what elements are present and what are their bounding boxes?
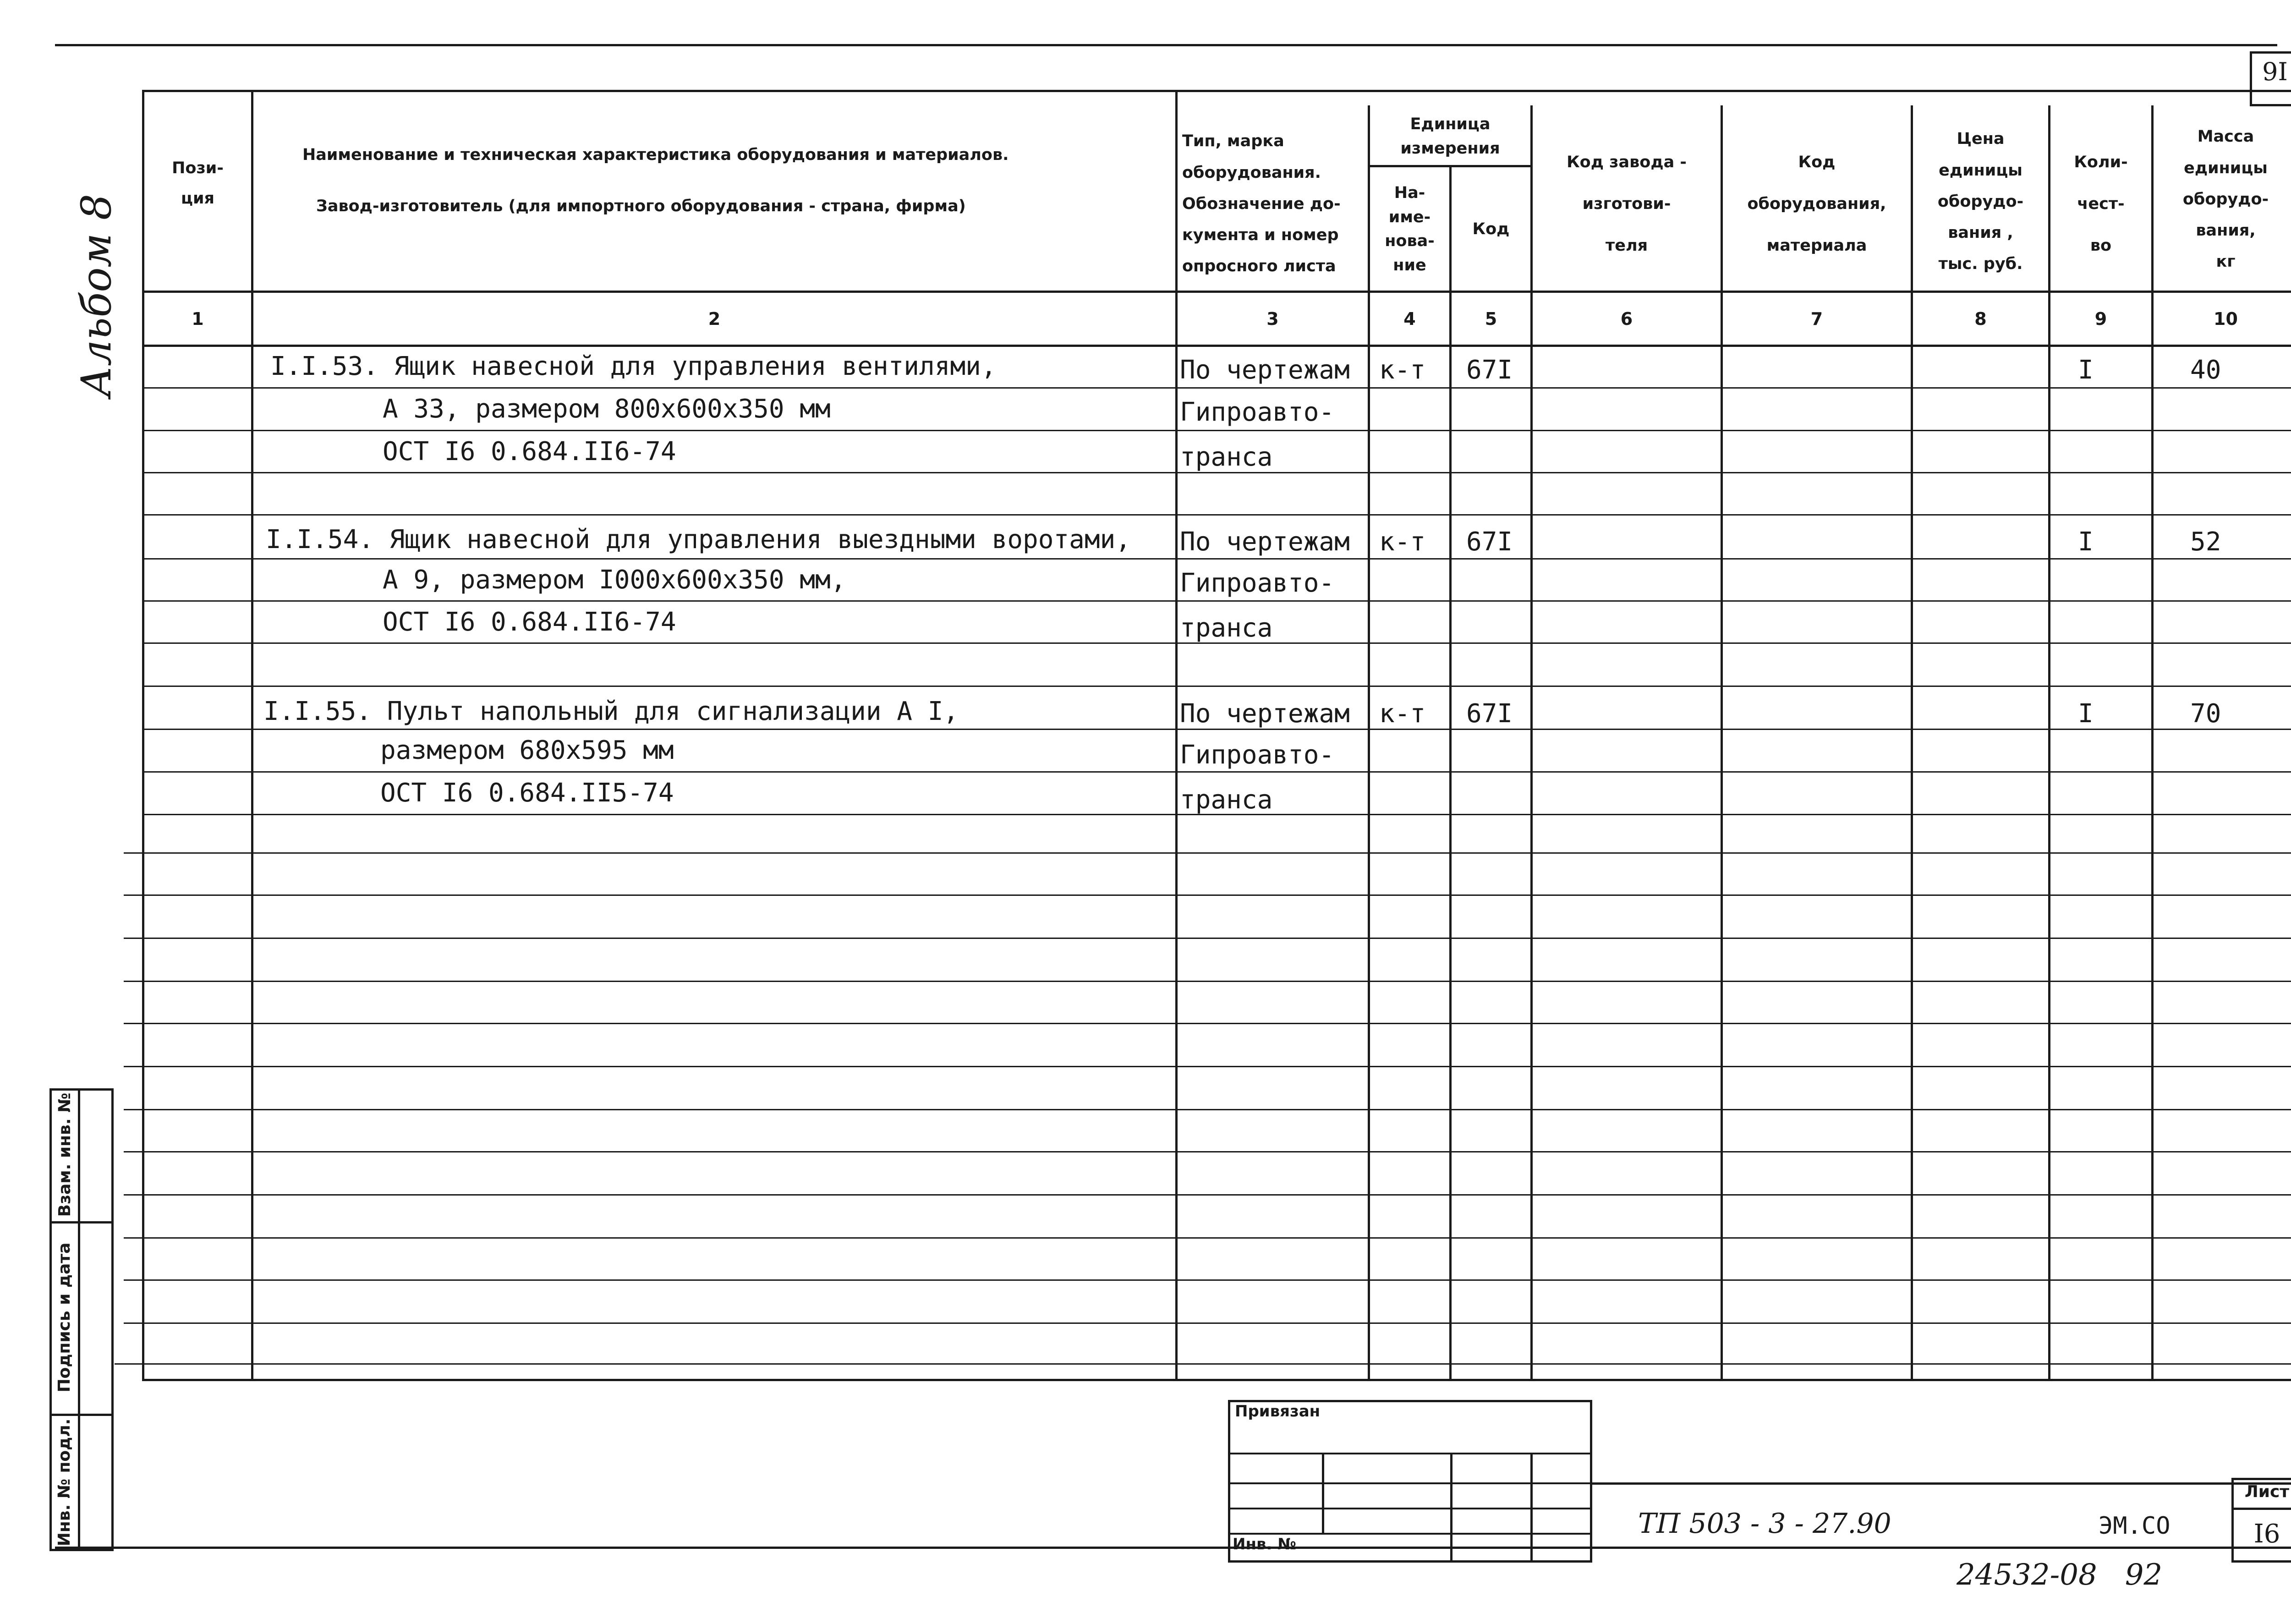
item-1-type-line2: Гипроавто-	[1180, 397, 1335, 427]
item-2-desc-line2: А 9, размером I000х600х350 мм,	[383, 565, 846, 595]
side-inv-orig: Инв. № подл.	[55, 1418, 74, 1547]
linked-col-line	[1450, 1453, 1452, 1563]
inv-no-label: Инв. №	[1233, 1535, 1297, 1553]
col-line-4	[1449, 165, 1452, 1381]
col-number-1: 1	[192, 308, 204, 329]
row-line	[124, 1279, 2291, 1281]
row-line	[124, 1109, 2291, 1110]
document-mark: ЭМ.СО	[2099, 1512, 2170, 1540]
col-line-1	[251, 90, 253, 1381]
item-1-code: 67I	[1466, 355, 1513, 385]
header-unit-code: Код	[1472, 219, 1510, 238]
col-number-9: 9	[2094, 308, 2107, 329]
row-line	[124, 1151, 2291, 1152]
sheet-box-divider	[2231, 1508, 2291, 1510]
document-code: ТП 503 - 3 - 27.90	[1638, 1508, 1891, 1540]
row-line	[124, 1023, 2291, 1024]
linked-row-line	[1228, 1508, 1592, 1509]
item-3-desc-line1: I.I.55. Пульт напольный для сигнализации А I,	[263, 697, 959, 726]
row-line	[124, 894, 2291, 896]
header-position: Пози- ция	[172, 159, 224, 208]
col-number-4: 4	[1403, 308, 1416, 329]
sheet-label: Лист	[2244, 1482, 2290, 1501]
item-2-type-line1: По чертежам	[1180, 527, 1350, 557]
row-line	[124, 938, 2291, 939]
item-1-unit: к-т	[1379, 355, 1426, 385]
row-line	[124, 1237, 2291, 1239]
col-number-3: 3	[1266, 308, 1279, 329]
item-2-qty: I	[2078, 527, 2094, 557]
row-line	[124, 1322, 2291, 1324]
item-1-type-line1: По чертежам	[1180, 355, 1350, 385]
item-2-code: 67I	[1466, 527, 1513, 557]
item-2-type-line2: Гипроавто-	[1180, 568, 1335, 598]
col-number-8: 8	[1974, 308, 1987, 329]
unit-group-divider	[1368, 165, 1533, 167]
row-line	[124, 981, 2291, 982]
header-factory-code: Код завода - изготови- теля	[1567, 153, 1687, 255]
sheet-value: I6	[2253, 1519, 2280, 1549]
side-stamp-divider	[78, 1088, 80, 1551]
header-unit-name: На- име- нова- ние	[1385, 184, 1435, 274]
item-3-type-line1: По чертежам	[1180, 699, 1350, 729]
linked-row-line	[1228, 1453, 1592, 1454]
row-line	[124, 1194, 2291, 1196]
row-line	[142, 514, 2291, 516]
side-replace-inv: Взам. инв. №	[55, 1092, 74, 1217]
linked-row-line	[1228, 1533, 1592, 1535]
title-block-top	[1590, 1482, 2291, 1485]
item-2-desc-line1: I.I.54. Ящик навесной для управления выездными воротами,	[266, 525, 1131, 554]
linked-col-line	[1530, 1453, 1533, 1563]
row-line	[142, 686, 2291, 687]
item-1-mass: 40	[2190, 355, 2221, 385]
row-line	[124, 1066, 2291, 1067]
item-1-qty: I	[2078, 355, 2094, 385]
item-3-desc-line2: размером 680х595 мм	[380, 735, 674, 765]
item-1-desc-line3: ОСТ I6 0.684.II6-74	[383, 437, 676, 466]
item-2-unit: к-т	[1379, 527, 1426, 557]
col-number-7: 7	[1810, 308, 1823, 329]
bottom-number: 24532-08 92	[1957, 1558, 2163, 1592]
header-price: Цена единицы оборудо- вания , тыс. руб.	[1937, 130, 2024, 274]
top-frame-line	[55, 44, 2277, 46]
col-number-6: 6	[1620, 308, 1633, 329]
item-2-mass: 52	[2190, 527, 2221, 557]
item-3-desc-line3: ОСТ I6 0.684.II5-74	[380, 778, 674, 808]
item-1-type-line3: транса	[1180, 442, 1273, 472]
album-label: Альбом 8	[72, 193, 121, 398]
header-quantity: Коли- чест- во	[2074, 153, 2128, 255]
col-number-2: 2	[708, 308, 721, 329]
item-3-mass: 70	[2190, 699, 2221, 729]
row-line	[115, 1363, 2291, 1365]
header-unit-group: Единица измерения	[1400, 115, 1500, 158]
item-3-qty: I	[2078, 699, 2094, 729]
item-3-unit: к-т	[1379, 699, 1426, 729]
side-sign-date: Подпись и дата	[55, 1242, 74, 1393]
item-1-desc-line2: А 33, размером 800х600х350 мм	[383, 394, 831, 424]
linked-row-line	[1228, 1482, 1592, 1484]
header-mass: Масса единицы оборудо- вания, кг	[2182, 127, 2269, 271]
item-3-code: 67I	[1466, 699, 1513, 729]
item-1-desc-line1: I.I.53. Ящик навесной для управления вентилями,	[270, 351, 997, 381]
linked-col-line	[1322, 1453, 1324, 1533]
item-3-type-line2: Гипроавто-	[1180, 740, 1335, 770]
item-2-desc-line3: ОСТ I6 0.684.II6-74	[383, 607, 676, 637]
linked-label: Привязан	[1235, 1402, 1321, 1421]
row-line	[124, 852, 2291, 854]
item-2-type-line3: транса	[1180, 613, 1273, 643]
header-type: Тип, марка оборудования. Обозначение до- кумента и номер опросного листа	[1182, 132, 1341, 276]
bottom-frame-line	[55, 1547, 2291, 1549]
header-equipment-code: Код оборудования, материала	[1747, 153, 1886, 255]
header-name-line1: Наименование и техническая характеристика оборудования и материалов.	[302, 146, 1009, 164]
col-number-10: 10	[2214, 308, 2238, 329]
sheet-number-top: 9I	[2262, 57, 2288, 86]
item-3-type-line3: транса	[1180, 785, 1273, 815]
col-number-5: 5	[1485, 308, 1497, 329]
header-name-line2: Завод-изготовитель (для импортного оборудования - страна, фирма)	[316, 197, 966, 215]
